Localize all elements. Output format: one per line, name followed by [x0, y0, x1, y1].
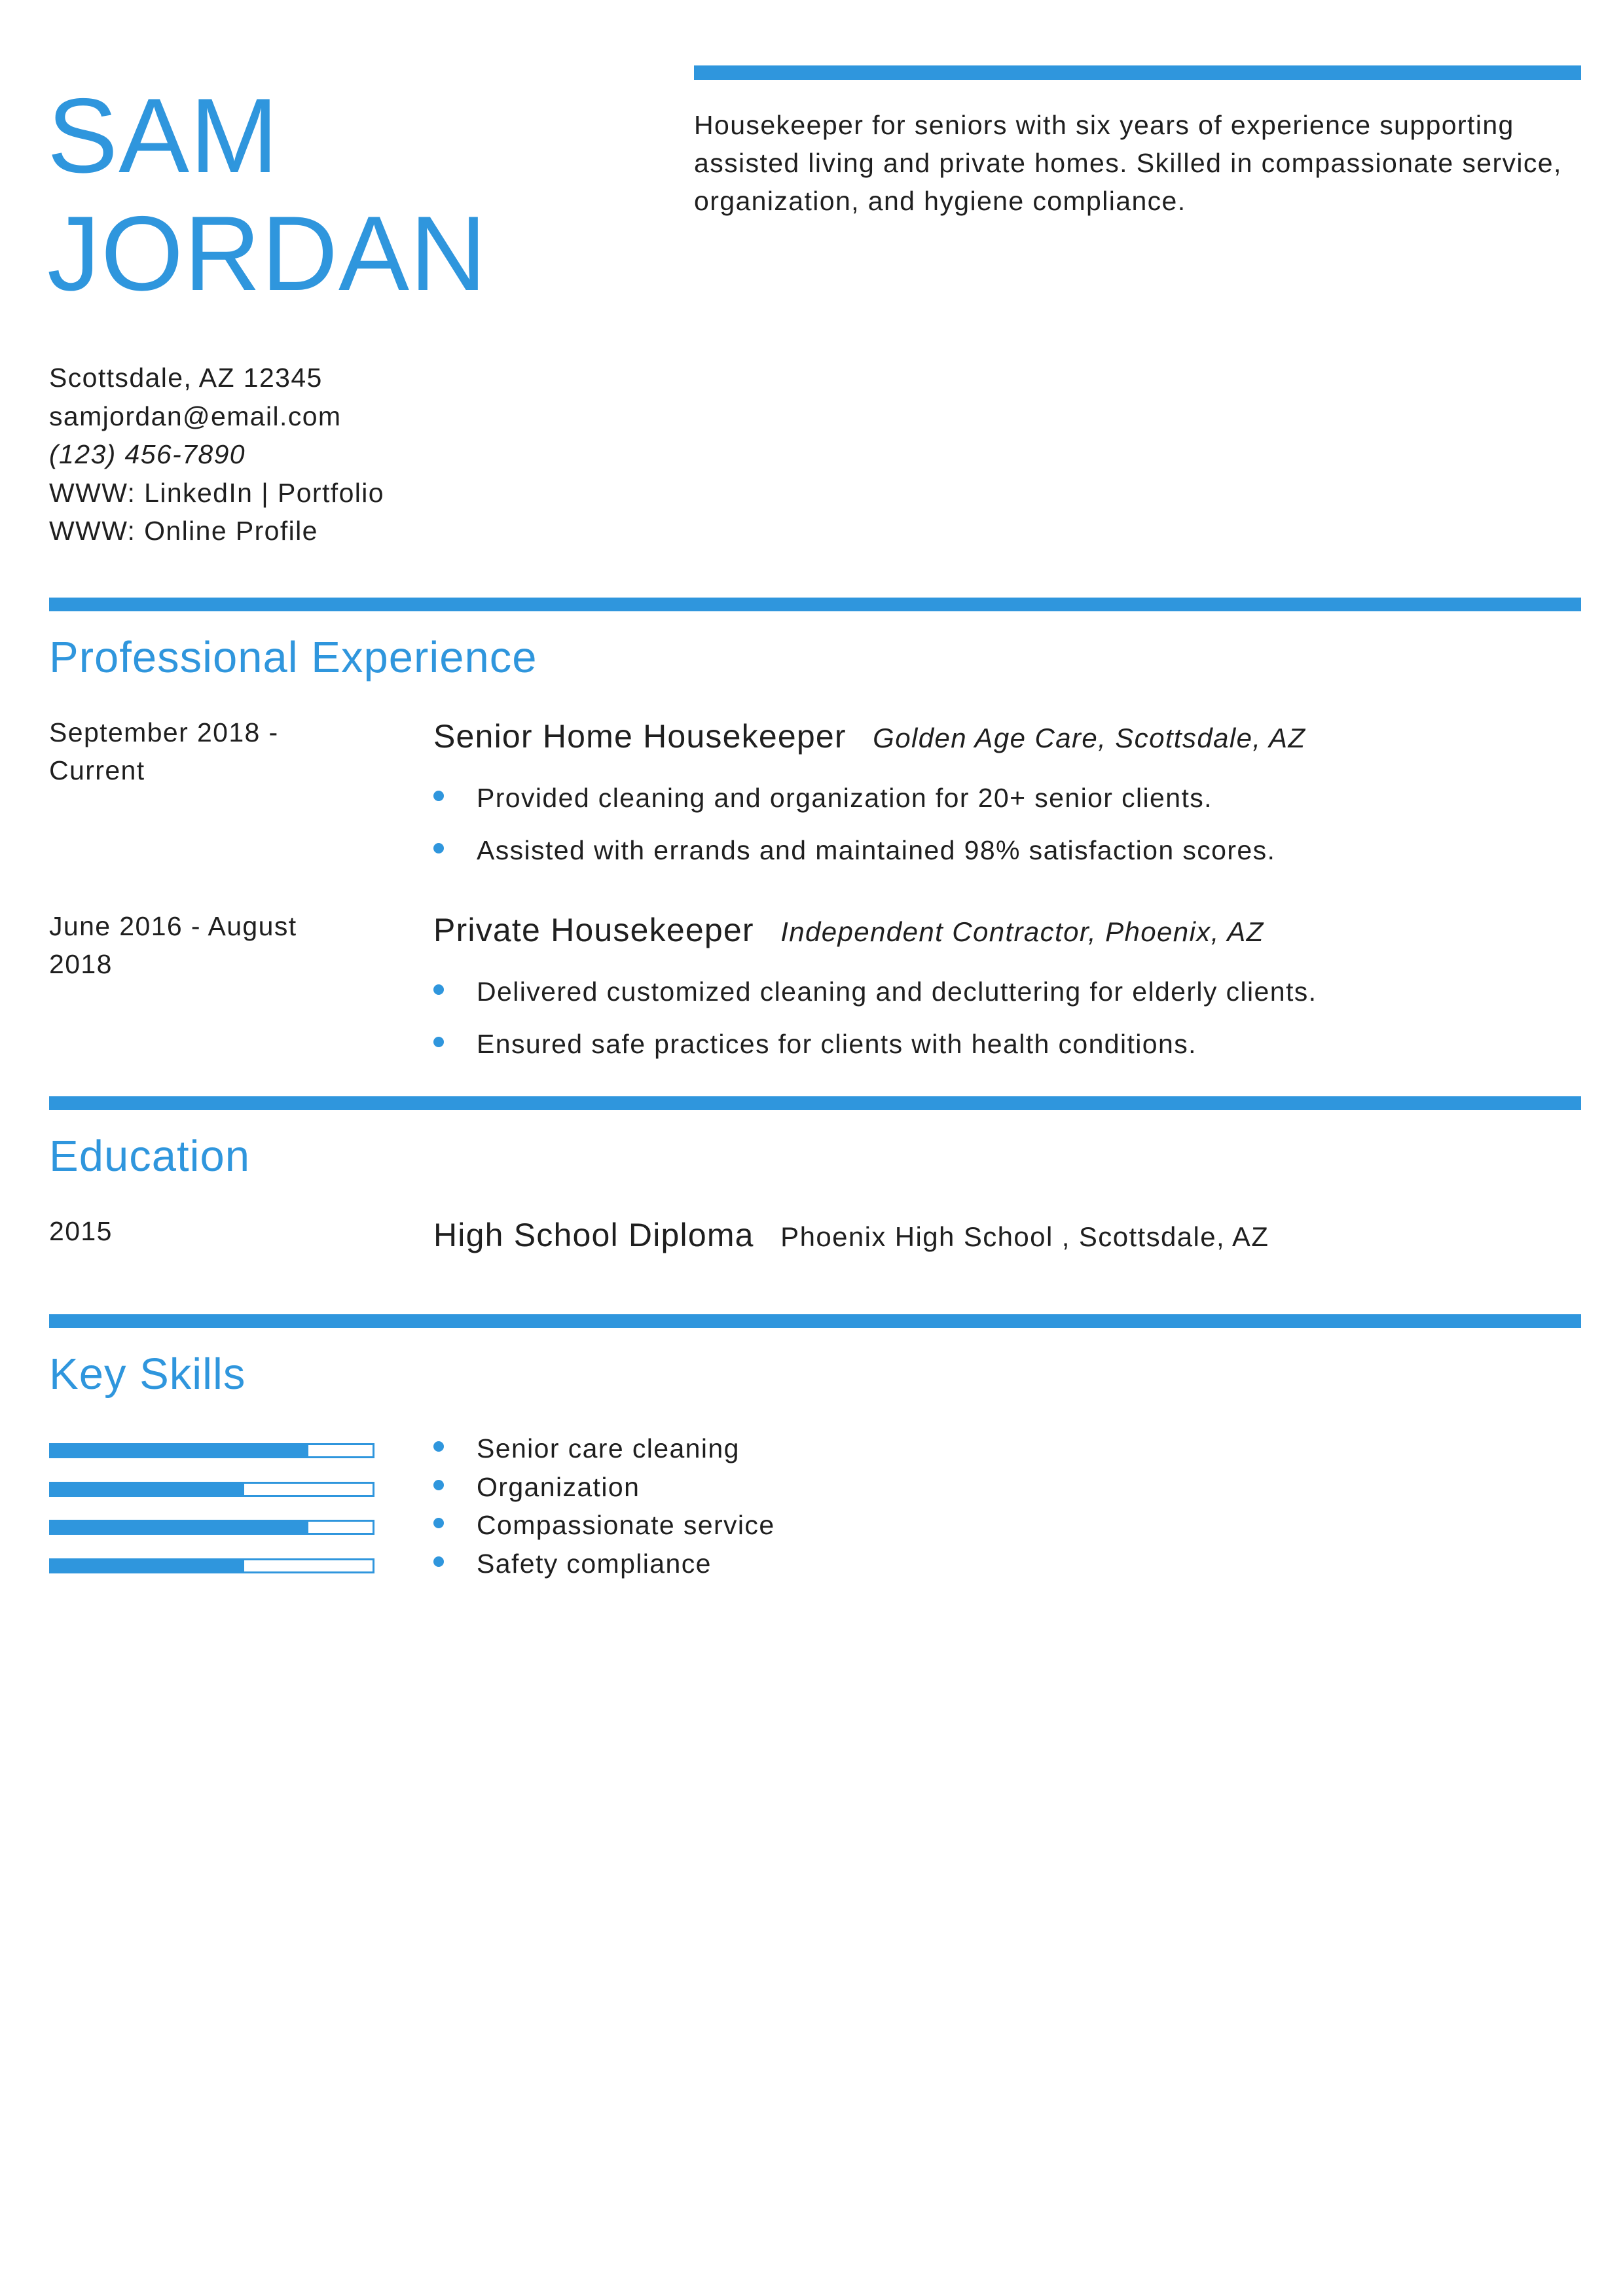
bullet-dot-icon: [433, 1480, 444, 1490]
list-item: Provided cleaning and organization for 20+ senior clients.: [433, 779, 1275, 831]
job-2-org: Independent Contractor, Phoenix, AZ: [780, 916, 1264, 947]
phone[interactable]: (123) 456-7890: [49, 439, 246, 469]
list-item: Assisted with errands and maintained 98% satisfaction scores.: [433, 831, 1275, 884]
skill-bar-fill: [51, 1484, 244, 1495]
list-item: Organization: [433, 1468, 775, 1507]
bullet-dot-icon: [433, 791, 444, 801]
skills-divider: [49, 1314, 1581, 1328]
skill-bar-fill: [51, 1445, 308, 1456]
skill-bar-fill: [51, 1560, 244, 1571]
experience-divider: [49, 598, 1581, 611]
email[interactable]: samjordan@email.com: [49, 401, 342, 431]
bullet-dot-icon: [433, 1556, 444, 1567]
list-item: Senior care cleaning: [433, 1429, 775, 1468]
summary-text: Housekeeper for seniors with six years of experience supporting assisted living and private homes. Skilled in compassionate service, organization, and hygiene compliance.: [694, 110, 1562, 216]
education-school: Phoenix High School , Scottsdale, AZ: [780, 1221, 1269, 1252]
bullet-dot-icon: [433, 1441, 444, 1452]
job-2-dates: June 2016 - August 2018: [49, 911, 297, 979]
job-1-header: [433, 717, 1305, 755]
list-item: Compassionate service: [433, 1506, 775, 1545]
skill-bar-fill: [51, 1522, 308, 1533]
bullet-dot-icon: [433, 984, 444, 995]
list-item: Delivered customized cleaning and decluttering for elderly clients.: [433, 973, 1317, 1025]
skills-list: [433, 1429, 775, 1583]
web-profile[interactable]: WWW: Online Profile: [49, 516, 318, 546]
candidate-name: [47, 77, 487, 313]
list-item: Ensured safe practices for clients with health conditions.: [433, 1025, 1317, 1077]
skills-heading: Key Skills: [49, 1350, 246, 1399]
last-name: JORDAN: [47, 194, 488, 313]
list-item: Safety compliance: [433, 1545, 775, 1583]
skill-bar: [49, 1520, 374, 1535]
job-1-org: Golden Age Care, Scottsdale, AZ: [873, 723, 1306, 753]
bullet-dot-icon: [433, 1037, 444, 1047]
summary-divider: [694, 65, 1581, 80]
job-2-title: Private Housekeeper: [433, 912, 754, 948]
skill-level-bars: [49, 1443, 374, 1596]
job-1-title: Senior Home Housekeeper: [433, 718, 847, 755]
education-header: [433, 1216, 1269, 1254]
contact-info: [49, 359, 384, 550]
skill-bar: [49, 1482, 374, 1497]
job-2-bullets: [433, 973, 1317, 1077]
skill-bar: [49, 1443, 374, 1458]
education-heading: Education: [49, 1132, 250, 1181]
bullet-dot-icon: [433, 843, 444, 853]
web-links[interactable]: WWW: LinkedIn | Portfolio: [49, 477, 384, 508]
education-degree: High School Diploma: [433, 1217, 754, 1253]
experience-heading: Professional Experience: [49, 633, 538, 682]
address: Scottsdale, AZ 12345: [49, 363, 323, 393]
education-year: 2015: [49, 1216, 113, 1246]
bullet-dot-icon: [433, 1518, 444, 1528]
first-name: SAM: [47, 77, 280, 195]
education-divider: [49, 1096, 1581, 1110]
skill-bar: [49, 1558, 374, 1573]
job-1-bullets: [433, 779, 1275, 884]
job-1-dates: September 2018 - Current: [49, 717, 279, 785]
job-2-header: [433, 911, 1264, 949]
